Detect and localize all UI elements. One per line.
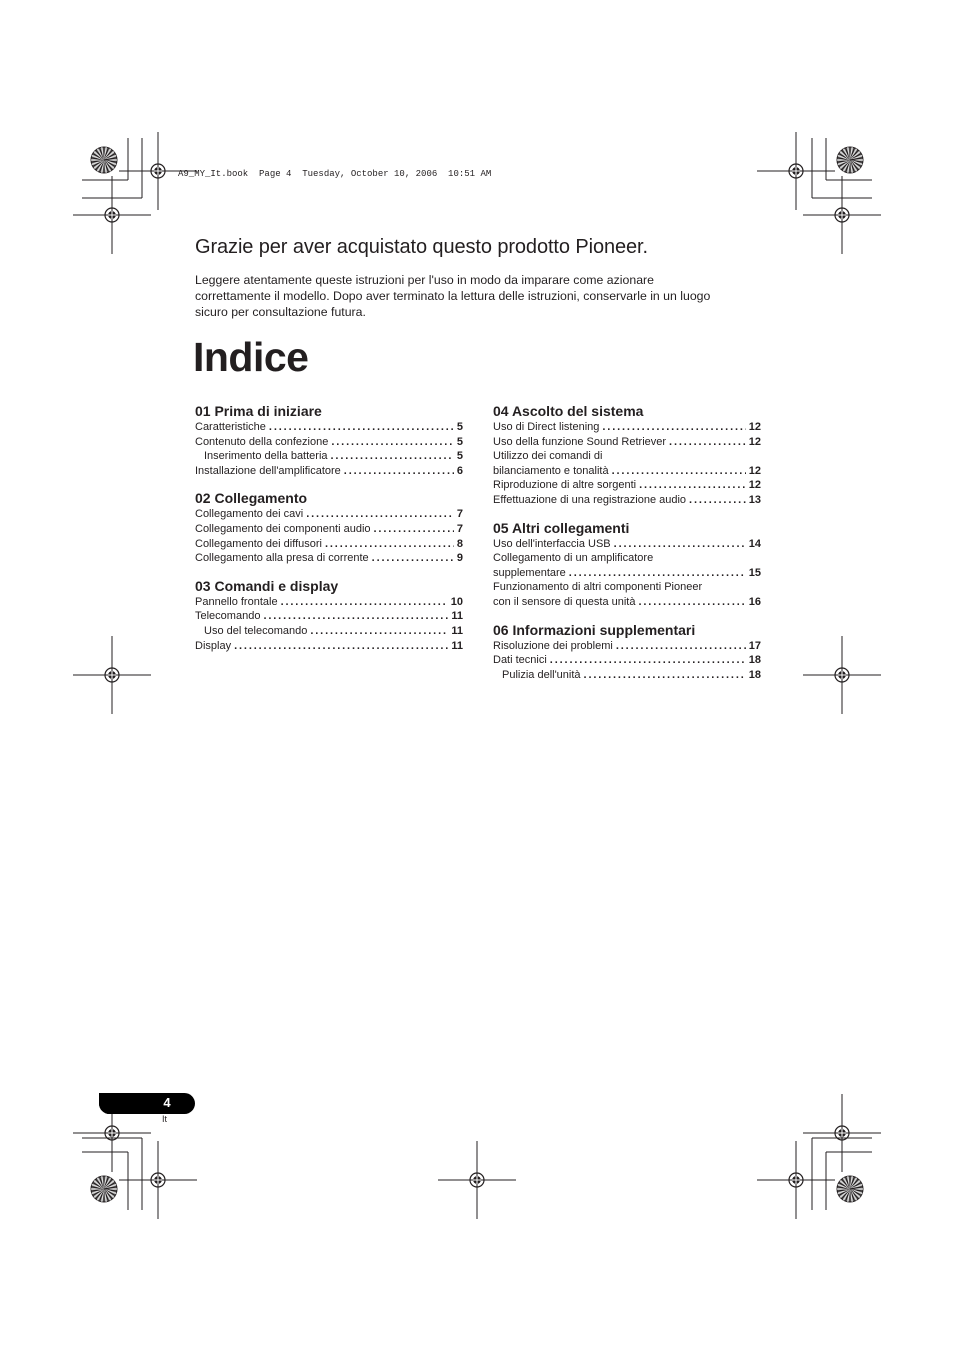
toc-entry[interactable] (493, 420, 761, 435)
toc-entry-label: Uso dell'interfaccia USB (493, 537, 611, 550)
dot-leader (669, 435, 746, 450)
toc-entry-label: Risoluzione dei problemi (493, 639, 613, 652)
toc-entry-page: 13 (748, 493, 761, 506)
toc-entry[interactable] (493, 668, 761, 683)
toc-entry-page: 12 (748, 464, 761, 477)
toc-entry-label: Pulizia dell'unità (502, 668, 581, 681)
toc-entry-line: Collegamento di un amplificatore (493, 552, 654, 565)
intro-line: Leggere atentamente queste istruzioni per l'uso in modo da imparare come azionare (195, 273, 654, 287)
dot-leader (331, 449, 454, 464)
registration-target-icon (438, 1141, 516, 1219)
toc-entry[interactable] (493, 653, 761, 668)
toc-entry-page: 18 (748, 668, 761, 681)
dot-leader (614, 537, 746, 552)
registration-target-icon (757, 1141, 835, 1219)
intro-line: correttamente il modello. Dopo aver terminato la lettura delle istruzioni, conservarle in un luogo (195, 289, 711, 303)
toc-entry-page: 12 (748, 435, 761, 448)
toc-entry[interactable] (195, 595, 463, 610)
toc-entry-page: 11 (451, 639, 463, 652)
toc-entry-page: 12 (748, 421, 761, 433)
toc-section-title: 01 Prima di iniziare (195, 403, 322, 419)
dot-leader (569, 566, 746, 581)
dot-leader (281, 595, 448, 610)
toc-entry[interactable] (195, 522, 463, 537)
toc-entry-label: Uso della funzione Sound Retriever (493, 435, 667, 448)
toc-entry[interactable] (195, 624, 463, 639)
toc-entry[interactable] (493, 639, 761, 654)
toc-entry-label: Contenuto della confezione (195, 435, 329, 448)
toc-entry-label: Collegamento dei cavi (195, 508, 304, 521)
dot-leader (602, 420, 745, 435)
toc-entry[interactable] (195, 507, 463, 522)
toc-section-title: 04 Ascolto del sistema (493, 403, 644, 419)
registration-target-icon (73, 176, 151, 254)
intro-paragraph (195, 272, 765, 320)
toc-entry-label: Collegamento dei diffusori (195, 537, 322, 550)
toc-entry[interactable] (493, 435, 761, 450)
toc-entry-page: 14 (748, 537, 761, 550)
dot-leader (689, 493, 746, 508)
toc-entry-page: 12 (748, 479, 761, 492)
toc-entry-label: Inserimento della batteria (204, 450, 328, 463)
toc-entry-label: Riproduzione di altre sorgenti (493, 479, 637, 492)
page-number-badge (99, 1093, 195, 1114)
registration-target-icon (803, 1094, 881, 1172)
registration-target-icon (119, 1141, 197, 1219)
toc-entry-page: 9 (456, 552, 463, 565)
toc-entry[interactable] (493, 464, 761, 479)
page-title: Indice (193, 334, 309, 380)
toc-entry-label: Dati tecnici (493, 654, 547, 667)
toc-entry[interactable] (493, 566, 761, 581)
toc-entry[interactable] (195, 639, 463, 654)
toc-entry-page: 6 (456, 464, 463, 477)
toc-entry[interactable] (195, 449, 463, 464)
toc-entry[interactable] (195, 420, 463, 435)
print-file-info: A9_MY_It.book Page 4 Tuesday, October 10, 2006 10:51 AM (178, 169, 492, 179)
toc-entry-label: Display (195, 639, 232, 652)
toc-entry-label: Collegamento dei componenti audio (195, 522, 371, 535)
dot-leader (310, 624, 448, 639)
toc-entry-page: 15 (748, 566, 761, 579)
toc-entry[interactable] (195, 464, 463, 479)
toc-entry-page: 7 (456, 522, 463, 535)
dot-leader (584, 668, 746, 683)
registration-starburst-icon (91, 1176, 117, 1202)
toc-entry-page: 5 (456, 421, 463, 433)
toc-entry-page: 7 (456, 508, 463, 521)
toc-entry-list (195, 595, 463, 653)
toc-entry-label: con il sensore di questa unità (493, 595, 636, 608)
toc-entry-page: 18 (748, 654, 761, 667)
registration-starburst-icon (837, 147, 863, 173)
language-code: It (162, 1114, 168, 1124)
toc-entry-page: 10 (450, 595, 463, 608)
toc-entry[interactable] (195, 551, 463, 566)
dot-leader (269, 420, 454, 435)
registration-target-icon (73, 636, 151, 714)
dot-leader (372, 551, 454, 566)
toc-entry[interactable] (195, 537, 463, 552)
toc-column-left (195, 403, 463, 665)
dot-leader (616, 639, 746, 654)
toc-entry-page: 8 (456, 537, 463, 550)
dot-leader (638, 595, 745, 610)
toc-column-right (493, 403, 761, 694)
dot-leader (639, 478, 746, 493)
dot-leader (331, 435, 454, 450)
toc-entry-label: Uso del telecomando (204, 624, 308, 637)
dot-leader (612, 464, 746, 479)
toc-entry-label: Uso di Direct listening (493, 421, 600, 433)
registration-target-icon (803, 636, 881, 714)
toc-entry-label: Caratteristiche (195, 421, 266, 433)
toc-entry-page: 17 (748, 639, 761, 652)
toc-section-title: 06 Informazioni supplementari (493, 621, 696, 638)
registration-target-icon (803, 176, 881, 254)
toc-entry[interactable] (493, 493, 761, 508)
toc-entry-page: 5 (456, 435, 463, 448)
page-number: 4 (163, 1095, 171, 1110)
toc-entry-page: 11 (451, 624, 463, 637)
toc-entry-label: bilanciamento e tonalità (493, 464, 609, 477)
toc-entry-line: Funzionamento di altri componenti Pioneer (493, 581, 703, 594)
toc-entry-page: 16 (748, 595, 761, 608)
toc-entry-page: 5 (456, 450, 463, 463)
toc-section-title: 03 Comandi e display (195, 577, 339, 594)
dot-leader (550, 653, 746, 668)
toc-entry[interactable] (493, 595, 761, 610)
toc-entry[interactable] (493, 537, 761, 552)
toc-entry-label: Effettuazione di una registrazione audio (493, 493, 687, 506)
toc-entry-list (493, 420, 761, 508)
toc-entry[interactable] (493, 478, 761, 493)
toc-entry-list (493, 639, 761, 683)
registration-starburst-icon (837, 1176, 863, 1202)
dot-leader (344, 464, 454, 479)
toc-entry-label: Installazione dell'amplificatore (195, 464, 341, 477)
toc-entry[interactable] (195, 609, 463, 624)
toc-entry-list (195, 420, 463, 478)
dot-leader (325, 537, 454, 552)
intro-line: sicuro per consultazione futura. (195, 305, 366, 319)
toc-entry-label: Pannello frontale (195, 595, 278, 608)
toc-section-title: 02 Collegamento (195, 490, 308, 507)
thank-you-heading: Grazie per aver acquistato questo prodotto Pioneer. (195, 236, 648, 258)
dot-leader (374, 522, 454, 537)
dot-leader (263, 609, 448, 624)
toc-entry-line: Utilizzo dei comandi di (493, 450, 603, 463)
registration-starburst-icon (91, 147, 117, 173)
dot-leader (234, 639, 448, 654)
toc-entry[interactable] (195, 435, 463, 450)
toc-entry-page: 11 (451, 610, 463, 623)
dot-leader (306, 507, 454, 522)
toc-entry-list (195, 507, 463, 565)
toc-entry-label: supplementare (493, 566, 566, 579)
toc-entry-list (493, 537, 761, 610)
toc-entry-label: Telecomando (195, 610, 261, 623)
toc-section-title: 05 Altri collegamenti (493, 519, 630, 536)
toc-entry-label: Collegamento alla presa di corrente (195, 552, 369, 565)
